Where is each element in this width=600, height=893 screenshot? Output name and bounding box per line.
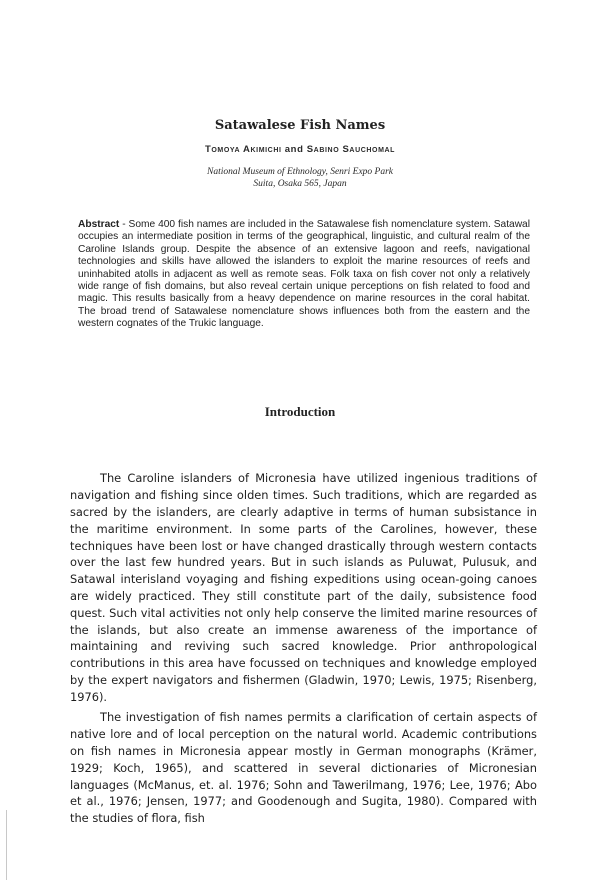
abstract — [78, 219, 530, 331]
affiliation-line-2: Suita, Osaka 565, Japan — [253, 179, 347, 189]
author-second: Sabino Sauchomal — [306, 144, 396, 155]
abstract-text: - Some 400 fish names are included in the Satawalese fish nomenclature system. Satawal occupies an intermediate position in terms of the geographical, linguistic, and cultural realm of the Caroline Islands group. Despite the absence of an extensive lagoon and reefs, navigational technologies and skills have allowed the islanders to exploit the marine resources of reefs and uninhabited atolls in adjacent as well as remote seas. Folk taxa on fish cover not only a relatively wide range of fish domains, but also reveal certain unique perceptions on fish related to food and magic. This results basically from a heavy dependence on marine resources in the coral habitat. The broad trend of Satawalese nomenclature shows influences both from the eastern and the western cognates of the Trukic language. — [78, 219, 530, 330]
body-paragraph-1: The Caroline islanders of Micronesia have utilized ingenious traditions of navigation and fishing since olden times. Such traditions, which are regarded as sacred by the islanders, are clearly adaptive in terms of human subsistance in the maritime environment. In some parts of the Carolines, however, these techniques have been lost or have changed drastically through western contacts over the last few hundred years. But in such islands as Puluwat, Pulusuk, and Satawal interisland voyaging and fishing expeditions using ocean-going canoes are widely practiced. They still constitute part of the daily, subsistence food quest. Such vital activities not only help conserve the limited marine resources of the islands, but also create an immense awareness of the importance of maintaining and reviving such sacred knowledge. Prior anthropological contributions in this area have focussed on techniques and knowledge employed by the expert navigators and fishermen (Gladwin, 1970; Lewis, 1975; Risenberg, 1976). — [70, 471, 537, 704]
affiliation-line-1: National Museum of Ethnology, Senri Expo Park — [206, 167, 394, 177]
author-conjunction: and — [284, 144, 304, 155]
body-paragraph-2: The investigation of fish names permits a clarification of certain aspects of native lore and of local perception on the natural world. Academic contributions on fish names in Micronesia appear mostly in German monographs (Krämer, 1929; Koch, 1965), and scattered in several dictionaries of Micronesian languages (McManus, et. al. 1976; Sohn and Tawerilmang, 1976; Lee, 1976; Abo et al., 1976; Jensen, 1977; and Goodenough and Sugita, 1980). Compared with the studies of flora, fish — [70, 710, 537, 826]
article-title: Satawalese Fish Names — [214, 118, 386, 133]
section-heading-introduction: Introduction — [264, 404, 336, 419]
author-line — [0, 144, 600, 155]
abstract-label: Abstract — [78, 219, 120, 230]
scan-margin-line — [6, 810, 7, 880]
author-first: Tomoya Akimichi — [204, 144, 282, 155]
affiliation — [0, 166, 600, 190]
